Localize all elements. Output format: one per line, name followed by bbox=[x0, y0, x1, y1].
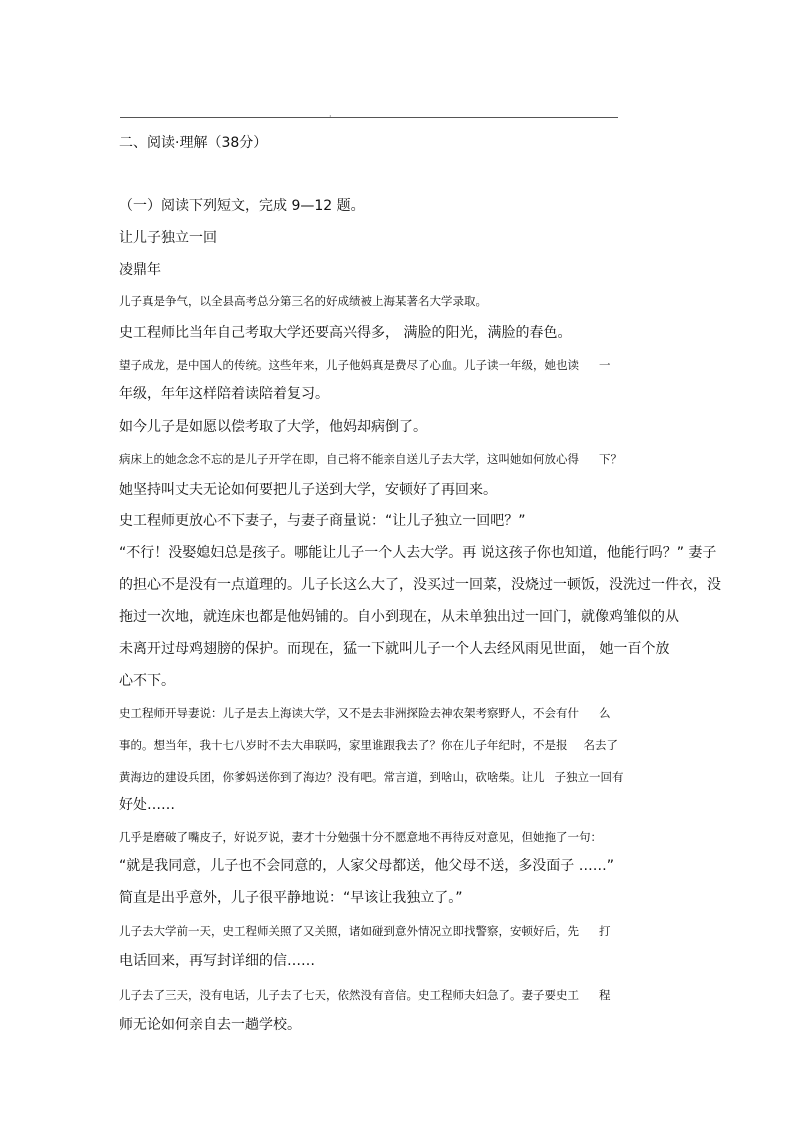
paragraph-line: “就是我同意，儿子也不会同意的，人家父母都送，他父母不送，多没面子 ……” bbox=[119, 858, 614, 874]
paragraph-line: 望子成龙，是中国人的传统。这些年来，儿子他妈真是费尽了心血。儿子读一年级，她也读 一 bbox=[119, 358, 611, 372]
paragraph-line: “不行！没娶媳妇总是孩子。哪能让儿子一个人去大学。再 说这孩子你也知道，他能行吗？” 妻子 bbox=[119, 545, 717, 561]
paragraph-line: 事的。想当年，我十七八岁时不去大串联吗，家里谁跟我去了？你在儿子年纪时，不是报 名去了 bbox=[119, 738, 618, 752]
header-rule-dot: · bbox=[329, 112, 332, 121]
paragraph-line: 简直是出乎意外，儿子很平静地说：“早该让我独立了。” bbox=[119, 890, 463, 906]
paragraph-line: 儿子去了三天，没有电话，儿子去了七天，依然没有音信。史工程师夫妇急了。妻子要史工 程 bbox=[119, 988, 611, 1002]
header-rule bbox=[120, 117, 618, 118]
paragraph-line: 电话回来，再写封详细的信…… bbox=[119, 953, 315, 969]
paragraph-line: 心不下。 bbox=[119, 673, 175, 689]
paragraph-line: 的担心不是没有一点道理的。儿子长这么大了，没买过一回菜，没烧过一顿饭，没洗过一件衣，没 bbox=[119, 577, 721, 593]
paragraph-line: 儿子真是争气，以全县高考总分第三名的好成绩被上海某著名大学录取。 bbox=[119, 294, 487, 308]
paragraph-line: 儿子去大学前一天，史工程师关照了又关照，诸如碰到意外情况立即找警察，安顿好后，先 打 bbox=[119, 924, 611, 938]
paragraph-line: 史工程师更放心不下妻子，与妻子商量说：“让儿子独立一回吧？” bbox=[119, 513, 526, 529]
paragraph-line: 好处…… bbox=[119, 797, 175, 813]
paragraph-line: 她坚持叫丈夫无论如何要把儿子送到大学，安顿好了再回来。 bbox=[119, 482, 497, 498]
article-author: 凌鼎年 bbox=[119, 262, 161, 278]
paragraph-line: 黄海边的建设兵团，你爹妈送你到了海边？没有吧。常言道，到啥山，砍啥柴。让儿 子独立一回有 bbox=[119, 770, 624, 784]
section-title: 二、阅读·理解（38分） bbox=[119, 135, 268, 151]
paragraph-line: 未离开过母鸡翅膀的保护。而现在，猛一下就叫儿子一个人去经风雨见世面， 她一百个放 bbox=[119, 641, 670, 657]
paragraph-line: 史工程师比当年自己考取大学还要高兴得多， 满脸的阳光，满脸的春色。 bbox=[119, 325, 572, 341]
paragraph-line: 如今儿子是如愿以偿考取了大学，他妈却病倒了。 bbox=[119, 419, 427, 435]
paragraph-line: 师无论如何亲自去一趟学校。 bbox=[119, 1017, 301, 1033]
paragraph-line: 年级，年年这样陪着读陪着复习。 bbox=[119, 386, 329, 402]
paragraph-line: 史工程师开导妻说：儿子是去上海读大学，又不是去非洲探险去神农架考察野人，不会有什 么 bbox=[119, 706, 611, 720]
paragraph-line: 拖过一次地，就连床也都是他妈铺的。自小到现在，从未单独出过一回门，就像鸡雏似的从 bbox=[119, 609, 679, 625]
article-title: 让儿子独立一回 bbox=[119, 230, 217, 246]
paragraph-line: 几乎是磨破了嘴皮子，好说歹说，妻才十分勉强十分不愿意地不再待反对意见，但她拖了一句： bbox=[119, 830, 602, 844]
reading-instruction: （一）阅读下列短文，完成 9—12 题。 bbox=[119, 198, 365, 214]
paragraph-line: 病床上的她念念不忘的是儿子开学在即，自己将不能亲自送儿子去大学，这叫她如何放心得 下？ bbox=[119, 452, 622, 466]
